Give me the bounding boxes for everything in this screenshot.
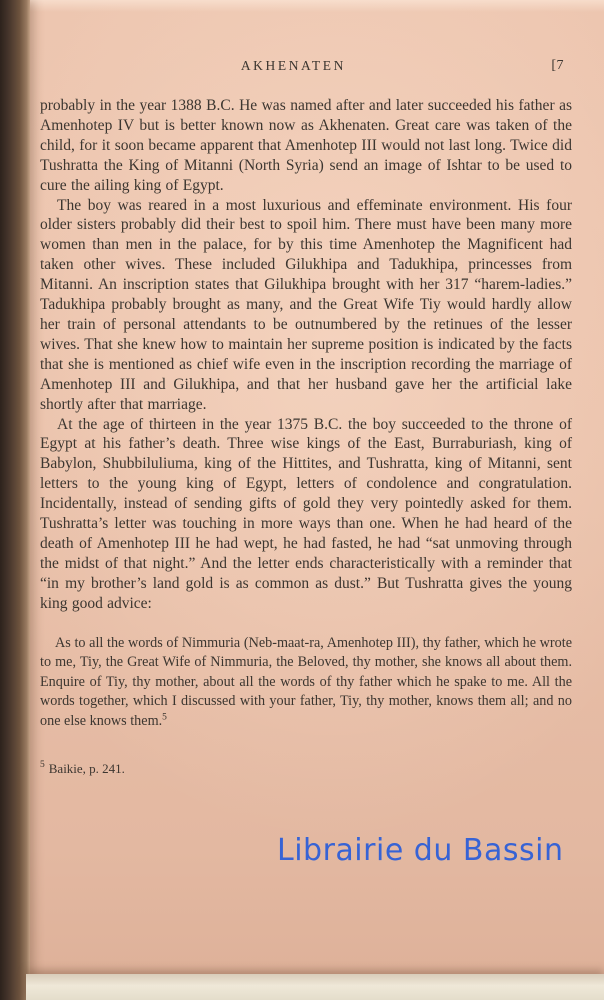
footnote [40,761,572,777]
page-number: [7 [551,58,564,73]
block-quote [40,634,572,732]
footnote-text: Baikie, p. 241. [48,760,125,776]
bookseller-watermark: Librairie du Bassin [277,833,564,868]
page-top-edge [30,0,604,12]
running-head-title: AKHENATEN [240,58,346,73]
book-spine-edge [0,0,30,1000]
block-quote-text: As to all the words of Nimmuria (Neb-maat-ra, Amenhotep III), thy father, which he wrote to me, Tiy, the Great Wife of Nimmuria, the Beloved, thy mother, she knows all about them. Enquire of Tiy, thy mother, about all the words of thy father which he spake to me. All the words together, which I discussed with your father, Tiy, thy mother, knows them all; and no one else knows them. [40,634,572,729]
page-bottom-edge [26,974,604,1000]
paragraph: The boy was reared in a most luxurious and effeminate environment. His four older sisters probably did their best to spoil him. There must have been many more women than men in the palace, for by this time Amenhotep the Magnificent had taken other wives. These included Gilukhipa and Tadukhipa, princesses from Mitanni. An inscription states that Gilukhipa brought with her 317 “harem-ladies.” Tadukhipa probably brought as many, and the Great Wife Tiy would hardly allow her train of personal attendants to be outnumbered by the retinues of the lesser wives. That she knew how to maintain her supreme position is indicated by the facts that she is mentioned as chief wife even in the inscription recording the marriage of Amenhotep III and Gilukhipa, and that her husband gave her the artificial lake shortly after that marriage. [40,196,572,413]
page-text-block [40,58,572,777]
running-head [40,58,572,80]
paragraph: probably in the year 1388 B.C. He was named after and later succeeded his father as Amenhotep IV but is better known now as Akhenaten. Great care was taken of the child, for it soon became apparent that Amenhotep III would not last long. Twice did Tushratta the King of Mitanni (North Syria) send an image of Ishtar to be used to cure the ailing king of Egypt. [40,97,572,194]
footnote-number: 5 [40,760,45,771]
paragraph: At the age of thirteen in the year 1375 B.C. the boy succeeded to the throne of Egypt at his father’s death. Three wise kings of the East, Burraburiash, king of Babylon, Shubbiluliuma, king of the Hittites, and Tushratta, king of Mitanni, sent letters to the young king of Egypt, letters of condolence and congratulation. Incidentally, instead of sending gifts of gold they very pointedly asked for them. Tushratta’s letter was touching in more ways than one. When he had heard of the death of Amenhotep III he had wept, he had fasted, he had “sat unmoving through the midst of that night.” And the letter ends characteristically with a reminder that “in my brother’s land gold is as common as dust.” But Tushratta gives the young king good advice: [40,415,572,612]
footnote-reference: 5 [162,712,167,723]
